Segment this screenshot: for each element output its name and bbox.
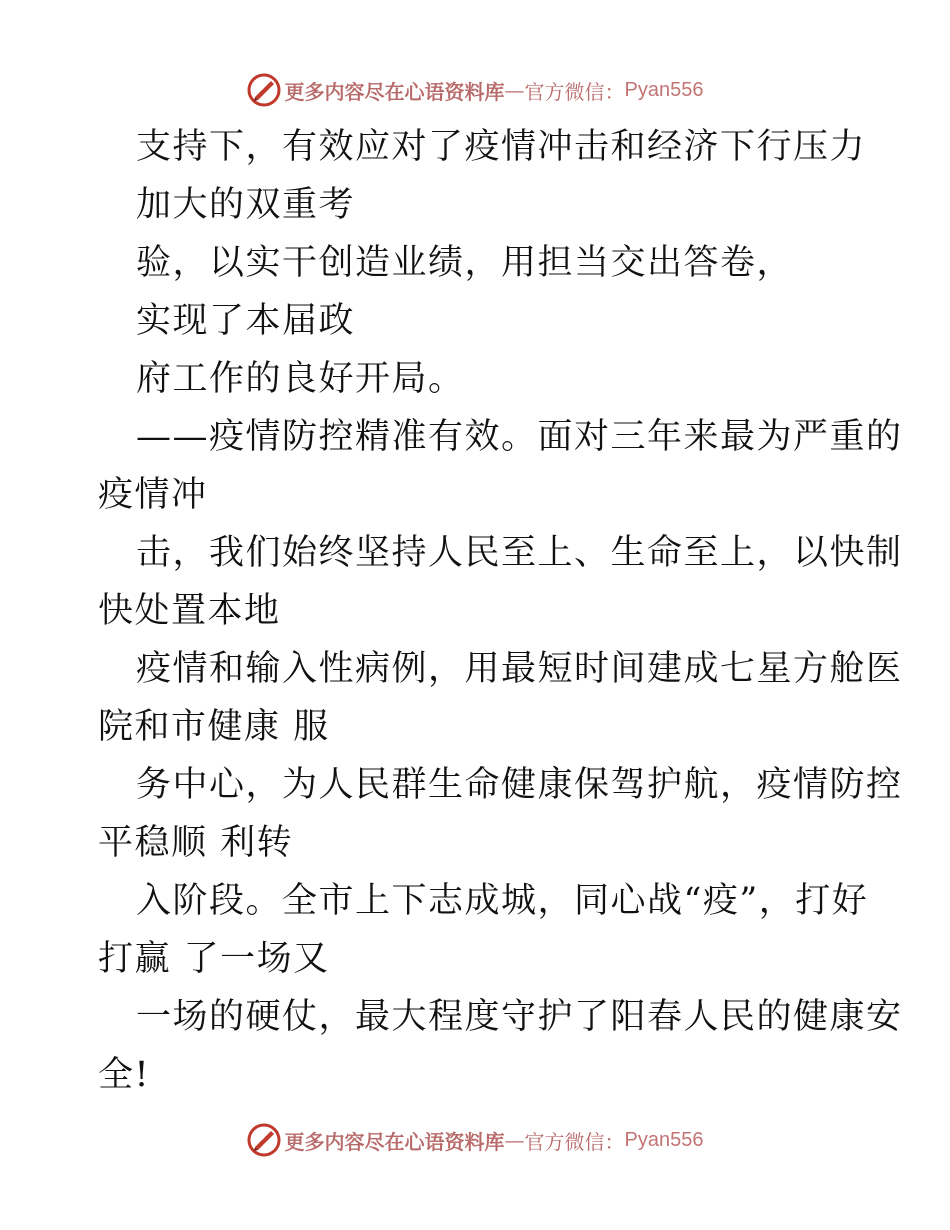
body-line: 疫情和输入性病例，用最短时间建成七星方舱医 — [136, 649, 903, 689]
banner-wechat-id: Pyan556 — [624, 1128, 704, 1151]
banner-wechat-label: 官方微信： — [524, 79, 625, 104]
banner-separator: — — [504, 1128, 525, 1152]
banner-wechat-id: Pyan556 — [624, 78, 704, 101]
banner-main-text: 更多内容尽在心语资料库 — [284, 1129, 505, 1154]
banner-wechat-label: 官方微信： — [524, 1129, 625, 1154]
body-line: 全! — [98, 1055, 151, 1095]
body-line: 院和市健康 服 — [98, 707, 330, 747]
banner-main-text: 更多内容尽在心语资料库 — [284, 79, 505, 104]
body-line: 平稳顺 利转 — [98, 823, 294, 863]
body-line: 加大的双重考 — [136, 185, 356, 225]
brand-logo-icon — [247, 1123, 281, 1157]
body-line: 验，以实干创造业绩，用担当交出答卷， — [136, 243, 794, 283]
body-line: 打赢 了一场又 — [98, 939, 330, 979]
footer-banner — [0, 1120, 950, 1160]
body-line: 快处置本地 — [98, 591, 281, 631]
body-line: 击，我们始终坚持人民至上、生命至上，以快制 — [136, 533, 903, 573]
body-line: 府工作的良好开局。 — [136, 359, 465, 399]
body-line: 实现了本届政 — [136, 301, 356, 341]
banner-separator: — — [504, 78, 525, 102]
body-line: 务中心，为人民群生命健康保驾护航，疫情防控 — [136, 765, 903, 805]
body-line: 疫情冲 — [98, 475, 208, 515]
body-line: 入阶段。全市上下志成城，同心战“疫”，打好 — [136, 881, 869, 921]
body-line: ——疫情防控精准有效。面对三年来最为严重的 — [136, 417, 903, 457]
body-line: 支持下，有效应对了疫情冲击和经济下行压力 — [136, 127, 867, 167]
body-line: 一场的硬仗，最大程度守护了阳春人民的健康安 — [136, 997, 903, 1037]
